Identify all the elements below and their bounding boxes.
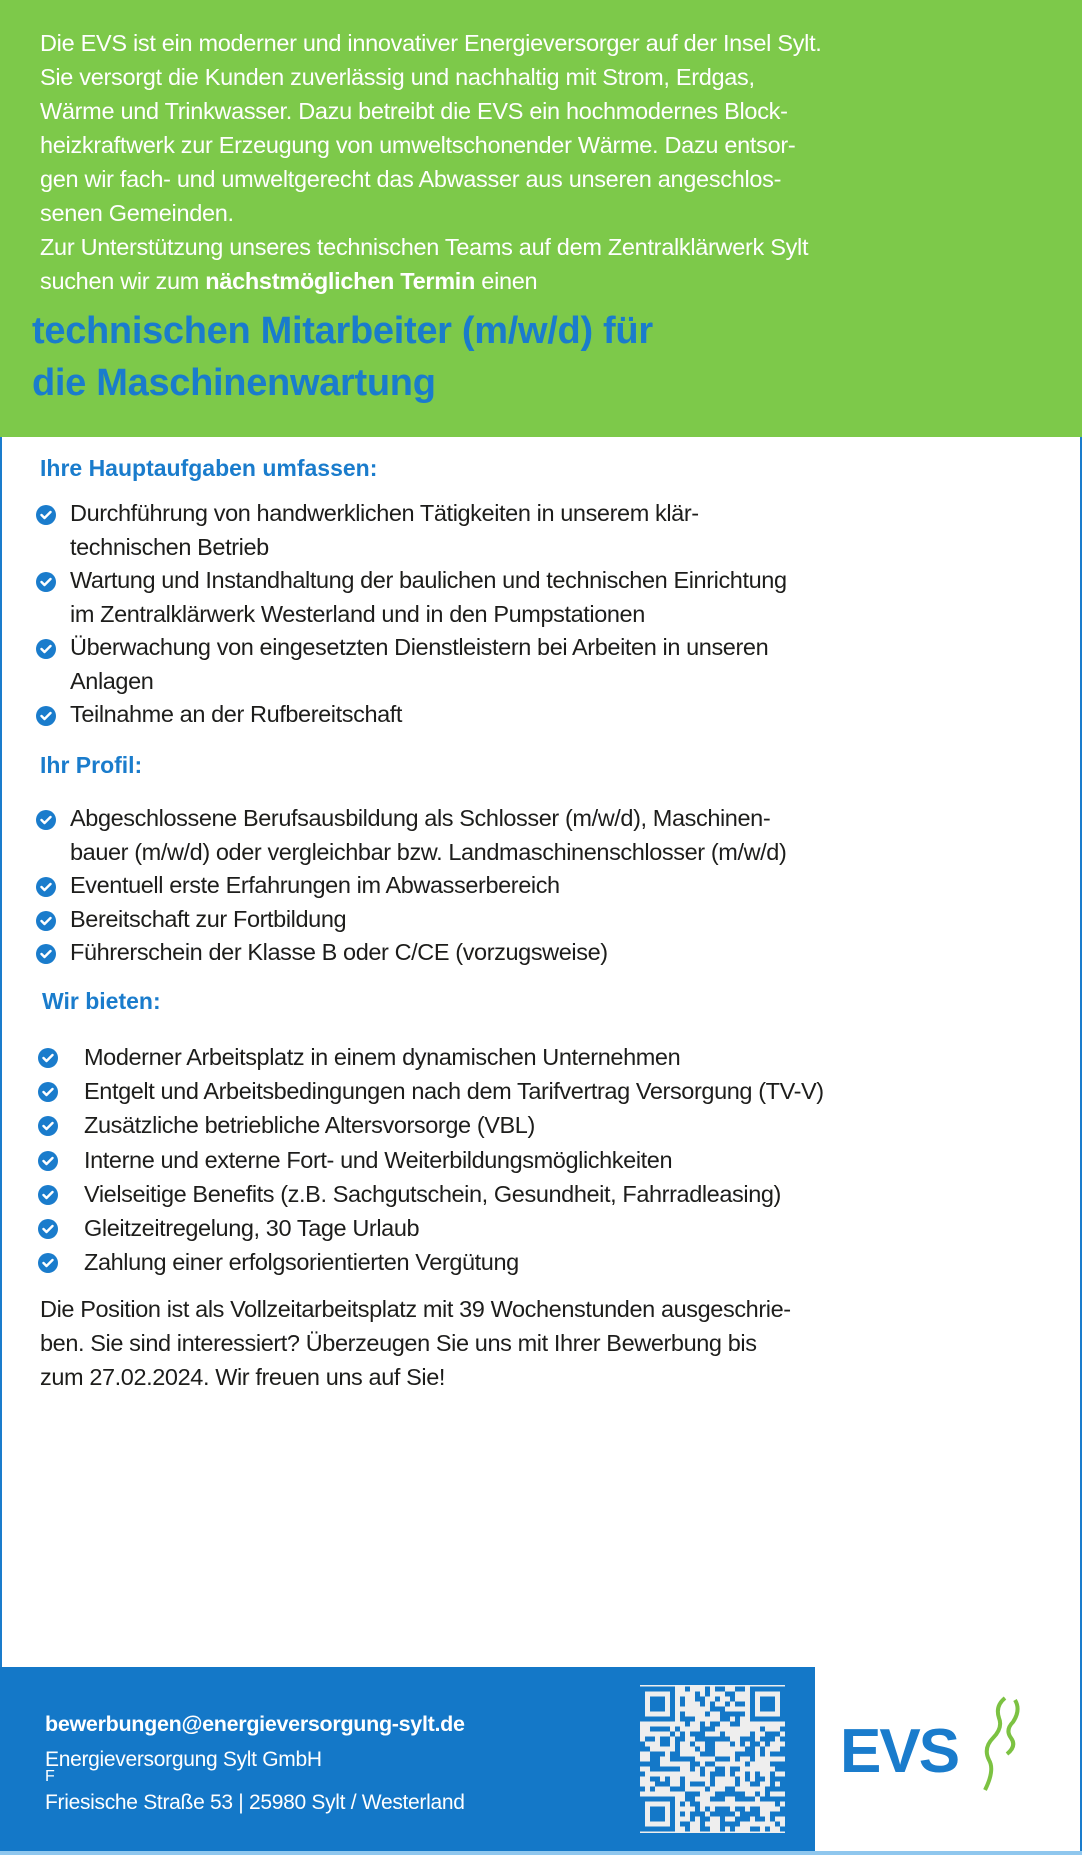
list-item-text: Zahlung einer erfolgsorientierten Vergütung (84, 1249, 519, 1276)
offer-heading: Wir bieten: (42, 988, 161, 1014)
email-link[interactable]: bewerbungen@energieversorgung-sylt.de (45, 1712, 465, 1736)
list-item-text: Entgelt und Arbeitsbedingungen nach dem Tarifvertrag Versorgung (TV-V) (84, 1078, 824, 1105)
company-name: Energieversorgung Sylt GmbH (45, 1748, 322, 1771)
job-title-line: technischen Mitarbeiter (m/w/d) für (32, 310, 653, 352)
intro-line: Die EVS ist ein moderner und innovativer Energieversorger auf der Insel Sylt. (40, 30, 822, 56)
list-item (36, 1040, 824, 1074)
list-item-text: Anlagen (70, 667, 154, 694)
list-item (34, 869, 786, 903)
check-circle-icon (38, 1048, 58, 1068)
qr-code[interactable] (640, 1685, 785, 1833)
intro-line: Wärme und Trinkwasser. Dazu betreibt die EVS ein hochmodernes Block- (40, 98, 788, 124)
list-item (36, 1074, 824, 1108)
list-item (36, 1245, 824, 1279)
intro-text-pre: suchen wir zum (40, 268, 206, 294)
tasks-heading: Ihre Hauptaufgaben umfassen: (40, 455, 378, 481)
list-item-text: Moderner Arbeitsplatz in einem dynamischen Unternehmen (84, 1044, 681, 1070)
job-title-line: die Maschinenwartung (32, 362, 436, 404)
offer-list (36, 1040, 824, 1279)
intro-line: senen Gemeinden. (40, 200, 234, 226)
list-item-text: Zusätzliche betriebliche Altersvorsorge (VBL) (84, 1112, 535, 1139)
profile-list (34, 802, 786, 970)
check-circle-icon (36, 877, 56, 897)
list-item (36, 1108, 824, 1142)
check-circle-icon (38, 1116, 58, 1136)
tasks-list (34, 497, 787, 732)
closing-line: Die Position ist als Vollzeitarbeitsplatz mit 39 Wochenstunden ausgeschrie- (40, 1296, 791, 1322)
check-circle-icon (38, 1151, 58, 1171)
job-title (32, 305, 653, 409)
check-circle-icon (38, 1185, 58, 1205)
list-item (34, 631, 787, 698)
intro-line: Sie versorgt die Kunden zuverlässig und nachhaltig mit Strom, Erdgas, (40, 64, 755, 90)
list-item (34, 903, 786, 937)
list-item-text: Interne und externe Fort- und Weiterbildungsmöglichkeiten (84, 1146, 673, 1173)
intro-line (40, 264, 822, 298)
check-circle-icon (38, 1219, 58, 1239)
list-item-text: Bereitschaft zur Fortbildung (70, 905, 347, 932)
list-item-text: Führerschein der Klasse B oder C/CE (vorzugsweise) (70, 939, 608, 965)
check-circle-icon (36, 505, 56, 525)
check-circle-icon (36, 706, 56, 726)
list-item (34, 497, 787, 564)
list-item-text: bauer (m/w/d) oder vergleichbar bzw. Landmaschinenschlosser (m/w/d) (70, 838, 787, 865)
list-item (36, 1143, 824, 1177)
check-circle-icon (36, 572, 56, 592)
list-item-text: Überwachung von eingesetzten Dienstleistern bei Arbeiten in unseren (70, 634, 769, 660)
list-item (34, 698, 787, 732)
closing-paragraph (40, 1292, 791, 1394)
intro-header (0, 0, 1082, 437)
list-item-text: Gleitzeitregelung, 30 Tage Urlaub (84, 1215, 420, 1242)
list-item-text: Vielseitige Benefits (z.B. Sachgutschein, Gesundheit, Fahrradleasing) (84, 1180, 781, 1207)
list-item (34, 564, 787, 631)
check-circle-icon (38, 1082, 58, 1102)
list-item (36, 1177, 824, 1211)
profile-heading: Ihr Profil: (40, 752, 143, 778)
list-item-text: technischen Betrieb (70, 533, 269, 560)
stray-letter: F (45, 1768, 55, 1785)
intro-line: heizkraftwerk zur Erzeugung von umweltschonender Wärme. Dazu entsor- (40, 132, 796, 158)
list-item-text: Eventuell erste Erfahrungen im Abwasserbereich (70, 872, 560, 898)
list-item (34, 936, 786, 970)
closing-line: ben. Sie sind interessiert? Überzeugen Sie uns mit Ihrer Bewerbung bis (40, 1330, 757, 1356)
logo-wordmark: EVS (840, 1717, 959, 1786)
bottom-rule (0, 1851, 1082, 1855)
list-item (36, 1211, 824, 1245)
intro-text (40, 26, 822, 298)
list-item (34, 802, 786, 869)
list-item-text: Abgeschlossene Berufsausbildung als Schlosser (m/w/d), Maschinen- (70, 805, 771, 831)
intro-text-post: einen (475, 268, 538, 294)
intro-line: gen wir fach- und umweltgerecht das Abwasser aus unseren angeschlos- (40, 166, 782, 192)
closing-line: zum 27.02.2024. Wir freuen uns auf Sie! (40, 1364, 446, 1390)
list-item-text: Durchführung von handwerklichen Tätigkeiten in unserem klär- (70, 500, 699, 526)
check-circle-icon (36, 639, 56, 659)
check-circle-icon (38, 1253, 58, 1273)
check-circle-icon (36, 911, 56, 931)
list-item-text: im Zentralklärwerk Westerland und in den Pumpstationen (70, 600, 645, 627)
check-circle-icon (36, 810, 56, 830)
start-date-emphasis: nächstmöglichen Termin (205, 268, 476, 294)
list-item-text: Teilnahme an der Rufbereitschaft (70, 701, 403, 727)
intro-line: Zur Unterstützung unseres technischen Teams auf dem Zentralklärwerk Sylt (40, 234, 809, 260)
list-item-text: Wartung und Instandhaltung der baulichen und technischen Einrichtung (70, 567, 787, 593)
address: Friesische Straße 53 | 25980 Sylt / Westerland (45, 1791, 465, 1814)
check-circle-icon (36, 944, 56, 964)
evs-logo (835, 1690, 1035, 1805)
